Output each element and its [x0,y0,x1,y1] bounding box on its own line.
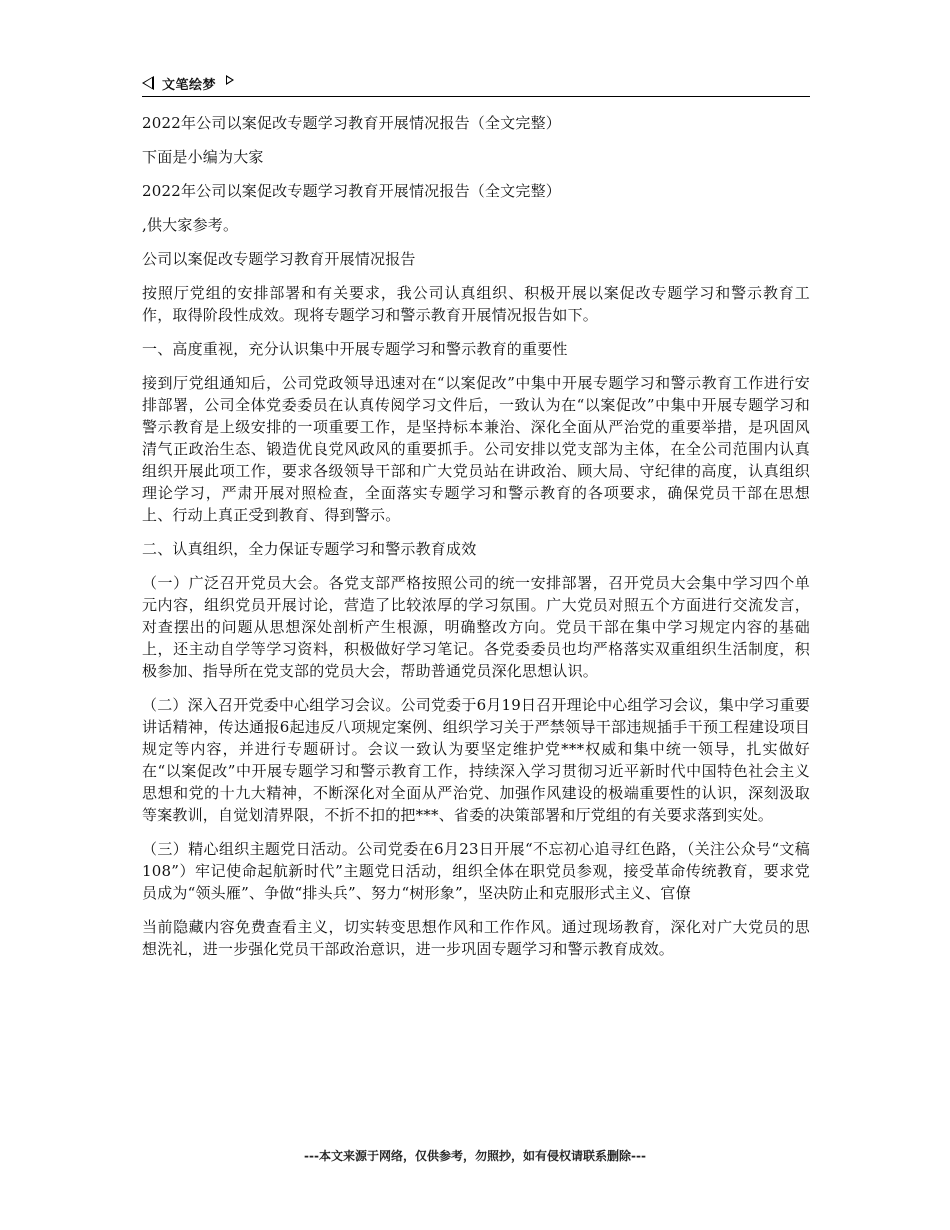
triangle-right-icon [226,75,234,85]
paragraph-item-2: （二）深入召开党委中心组学习会议。公司党委于6月19日召开理论中心组学习会议，集中学习重要讲话精神，传达通报6起违反八项规定案例、组织学习关于严禁领导干部违规插手干预工程建设项目规定等内容，并进行专题研讨。会议一致认为要坚定维护党***权威和集中统一领导，扎实做好在“以案促改”中开展专题学习和警示教育工作，持续深入学习贯彻习近平新时代中国特色社会主义思想和党的十九大精神，不断深化对全面从严治党、加强作风建设的极端重要性的认识，深刻汲取等案教训，自觉划清界限，不折不扣的把***、省委的决策部署和厅党组的有关要求落到实处。 [142,696,810,824]
brand-name: 文笔绘梦 [162,77,217,93]
document-header [142,70,810,97]
document-body [142,112,810,972]
section-heading-1: 一、高度重视，充分认识集中开展专题学习和警示教育的重要性 [142,340,568,358]
intro-line-2: ,供大家参考。 [142,216,239,234]
paragraph-item-3: （三）精心组织主题党日活动。公司党委在6月23日开展“不忘初心追寻红色路，（关注公众号“文稿108”）牢记使命起航新时代”主题党日活动，组织全体在职党员参观，接受革命传统教育，要求党员成为“领头雁”、争做“排头兵”、努力“树形象”，坚决防止和克服形式主义、官僚 [142,840,810,902]
footer-disclaimer: ---本文来源于网络，仅供参考，勿照抄，如有侵权请联系删除--- [304,1149,646,1163]
intro-line: 下面是小编为大家 [142,148,264,166]
paragraph-closing: 当前隐藏内容免费查看主义，切实转变思想作风和工作作风。通过现场教育，深化对广大党员的思想洗礼，进一步强化党员干部政治意识，进一步巩固专题学习和警示教育成效。 [142,918,810,958]
report-title: 公司以案促改专题学习教育开展情况报告 [142,250,416,268]
triangle-left-icon [142,76,154,90]
doc-title-repeat: 2022年公司以案促改专题学习教育开展情况报告（全文完整） [142,182,561,200]
doc-title: 2022年公司以案促改专题学习教育开展情况报告（全文完整） [142,114,561,132]
paragraph-section-1: 接到厅党组通知后，公司党政领导迅速对在“以案促改”中集中开展专题学习和警示教育工作进行安排部署，公司全体党委委员在认真传阅学习文件后，一致认为在“以案促改”中集中开展专题学习和警示教育是上级安排的一项重要工作，是坚持标本兼治、深化全面从严治党的重要举措，是巩固风清气正政治生态、锻造优良党风政风的重要抓手。公司安排以党支部为主体，在全公司范围内认真组织开展此项工作，要求各级领导干部和广大党员站在讲政治、顾大局、守纪律的高度，认真组织理论学习，严肃开展对照检查，全面落实专题学习和警示教育的各项要求，确保党员干部在思想上、行动上真正受到教育、得到警示。 [142,374,810,524]
paragraph-item-1: （一）广泛召开党员大会。各党支部严格按照公司的统一安排部署，召开党员大会集中学习四个单元内容，组织党员开展讨论，营造了比较浓厚的学习氛围。广大党员对照五个方面进行交流发言，对查摆出的问题从思想深处剖析产生根源，明确整改方向。党员干部在集中学习规定内容的基础上，还主动自学等学习资料，积极做好学习笔记。各党委委员也均严格落实双重组织生活制度，积极参加、指导所在党支部的党员大会，帮助普通党员深化思想认识。 [142,574,810,680]
paragraph-opening: 按照厅党组的安排部署和有关要求，我公司认真组织、积极开展以案促改专题学习和警示教育工作，取得阶段性成效。现将专题学习和警示教育开展情况报告如下。 [142,284,810,324]
section-heading-2: 二、认真组织，全力保证专题学习和警示教育成效 [142,540,477,558]
